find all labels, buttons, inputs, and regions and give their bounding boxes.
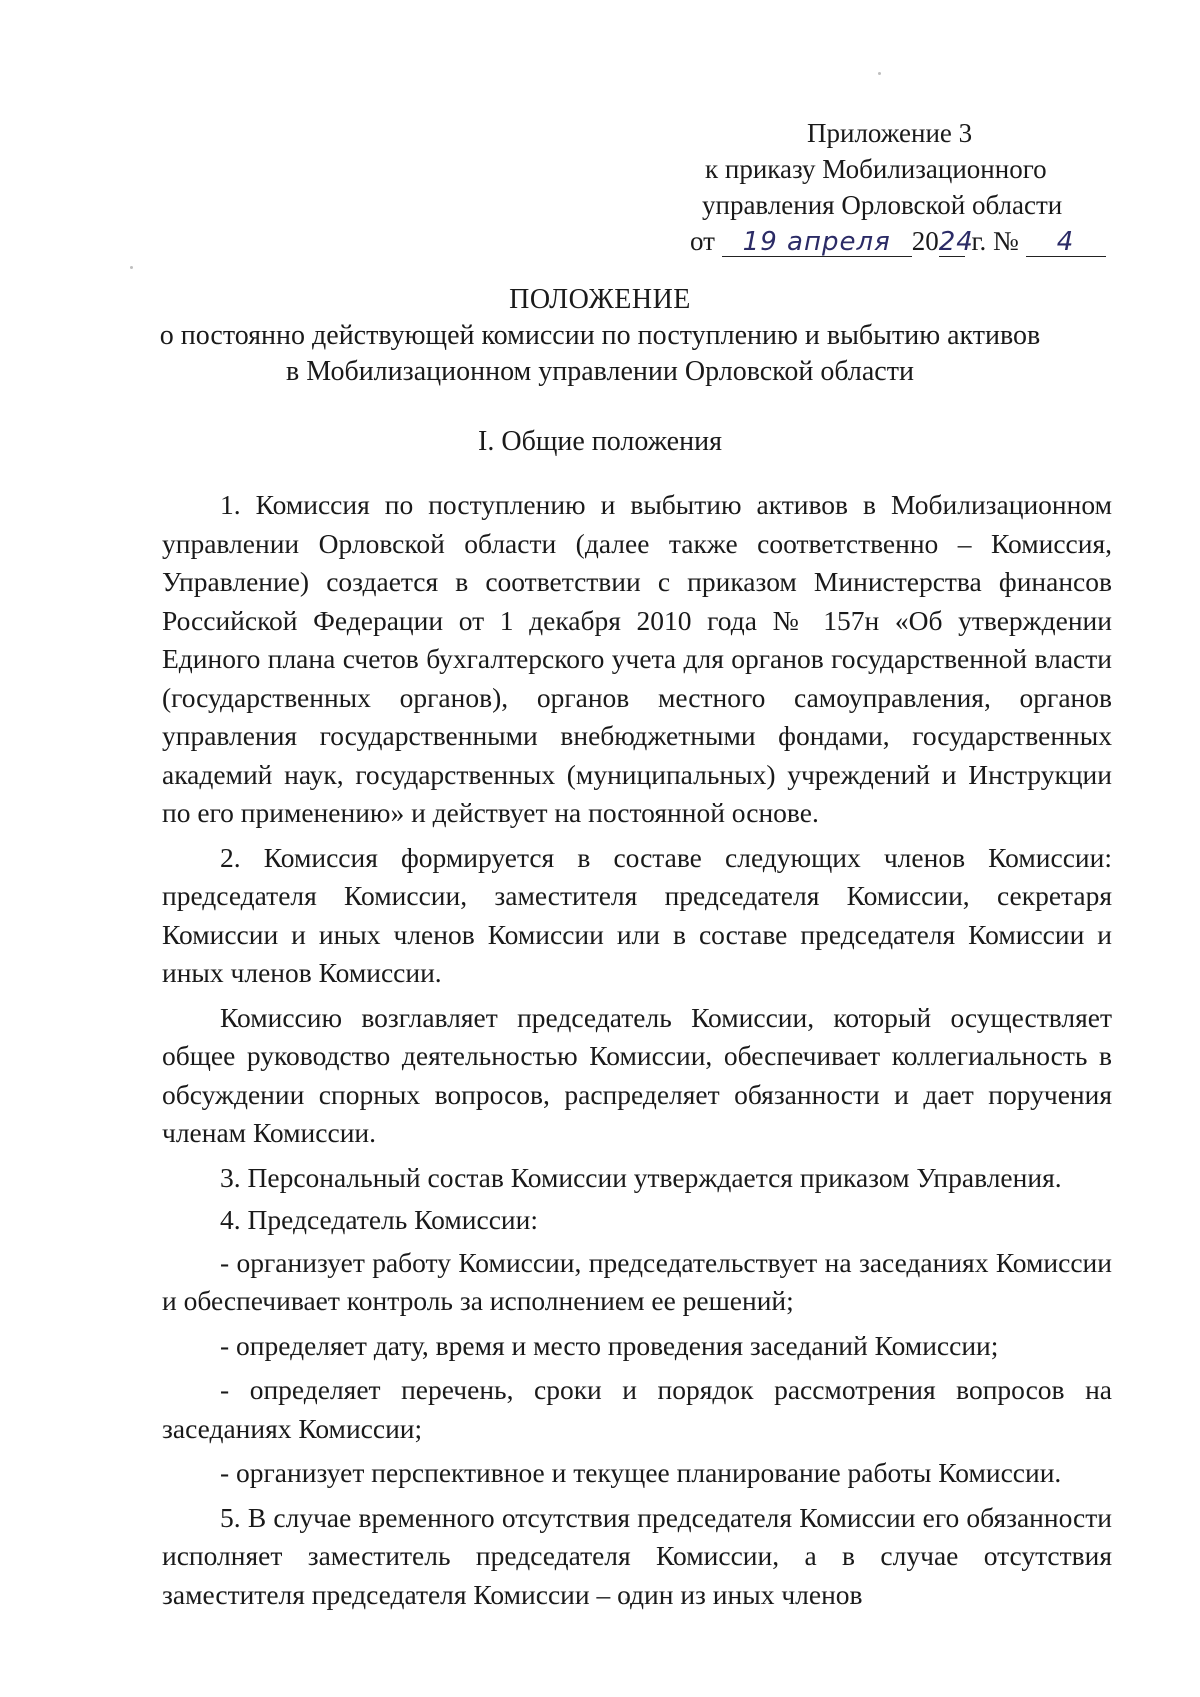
year-suffix: г. № [971,226,1019,256]
paragraph-3: 3. Персональный состав Комиссии утверждается приказом Управления. [220,1161,1062,1193]
list-item: - организует перспективное и текущее планирование работы Комиссии. [220,1457,1062,1488]
number-field [1026,227,1106,257]
handwritten-date: 19 апреля [742,227,891,257]
document-subtitle-line-1: о постоянно действующей комиссии по поступлению и выбытию активов [159,320,1041,351]
paragraph-4: 4. Председатель Комиссии: [220,1204,538,1235]
document-subtitle-line-2: в Мобилизационном управлении Орловской области [286,356,914,387]
appendix-line-2: к приказу Мобилизационного [705,154,1047,184]
date-prefix: от [690,226,715,256]
scan-speck [878,72,881,75]
handwritten-number: 4 [1056,227,1075,257]
appendix-line-3: управления Орловской области [702,190,1063,220]
year-field [938,227,974,257]
appendix-date-line [690,223,1110,259]
section-heading: I. Общие положения [478,426,722,457]
appendix-line-1: Приложение 3 [807,118,973,148]
handwritten-year: 24 [938,227,974,257]
year-prefix: 20 [911,226,939,256]
paragraph-5: 5. В случае временного отсутствия председателя Комиссии его обязанности исполняет заместитель председателя Комиссии, а в случае отсутствия заместителя председателя Комиссии – один из иных членов [162,1501,1112,1610]
scan-speck [130,266,133,269]
list-item: - организует работу Комиссии, председательствует на заседаниях Комиссии и обеспечивает контроль за исполнением ее решений; [162,1246,1112,1316]
paragraph-2: 2. Комиссия формируется в составе следующих членов Комиссии: председателя Комиссии, заместителя председателя Комиссии, секретаря Комиссии и иных членов Комиссии или в составе председателя Комиссии и иных членов Комиссии. [162,841,1112,988]
appendix-header [690,115,1110,259]
list-item: - определяет дату, время и место проведения заседаний Комиссии; [220,1329,999,1361]
list-item: - определяет перечень, сроки и порядок рассмотрения вопросов на заседаниях Комиссии; [162,1374,1112,1444]
paragraph-2-chairman: Комиссию возглавляет председатель Комиссии, который осуществляет общее руководство деятельностью Комиссии, обеспечивает коллегиальность в обсуждении спорных вопросов, распределяет обязанности и дает поручения членам Комиссии. [162,1001,1112,1148]
document-body [162,486,1112,1620]
paragraph-1: 1. Комиссия по поступлению и выбытию активов в Мобилизационном управлении Орловской области (далее также соответственно – Комиссия, Управление) создается в соответствии с приказом Министерства финансов Российской Федерации от 1 декабря 2010 года № 157н «Об утверждении Единого плана счетов бухгалтерского учета для органов государственной власти (государственных органов), органов местного самоуправления, органов управления государственными внебюджетными фондами, государственных академий наук, государственных (муниципальных) учреждений и Инструкции по его применению» и действует на постоянной основе. [162,489,1112,828]
document-title: ПОЛОЖЕНИЕ [509,284,691,315]
date-field [722,227,912,257]
